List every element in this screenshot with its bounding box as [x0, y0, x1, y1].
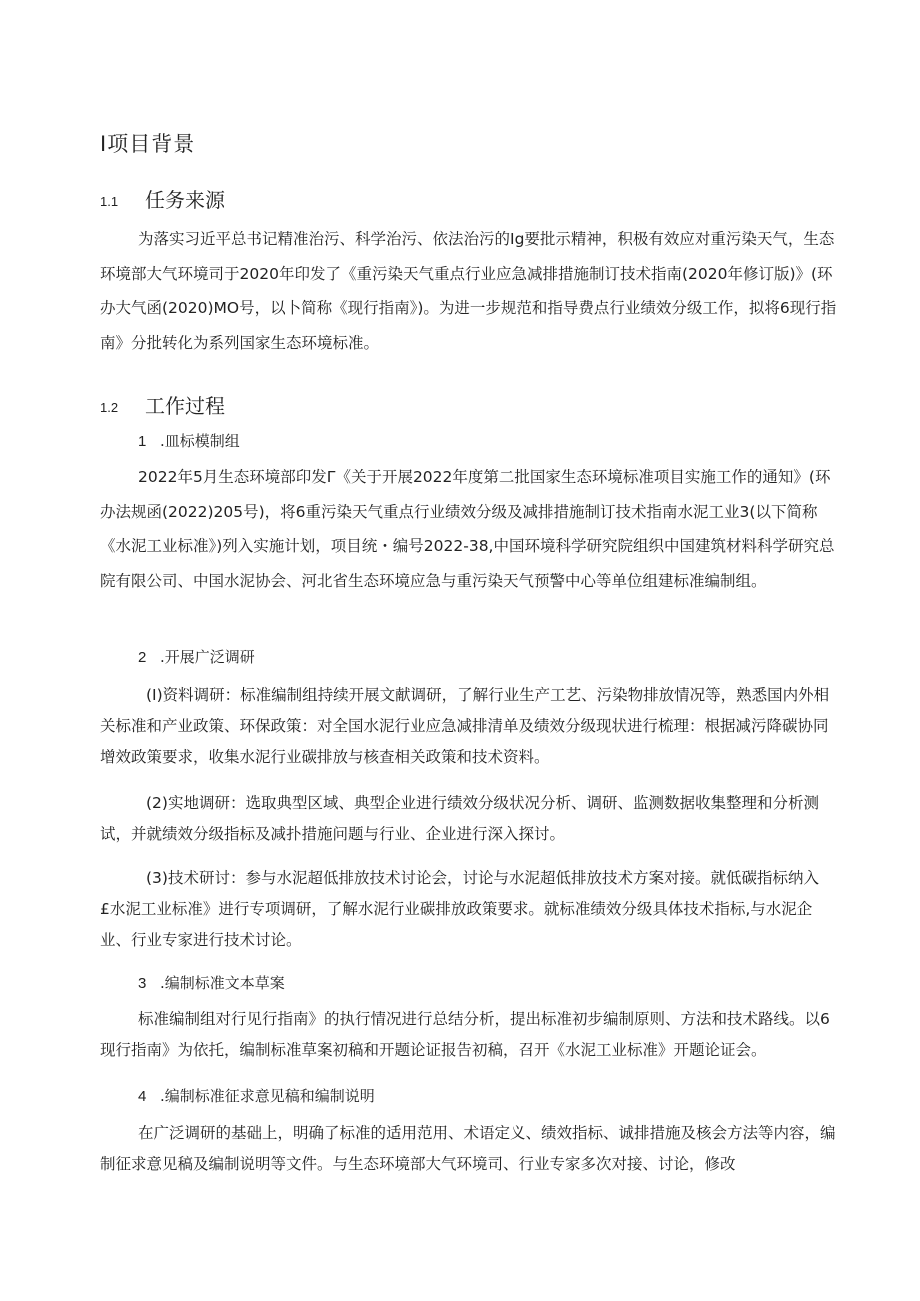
subsection-number: 1.1	[100, 194, 119, 209]
item-number: 1	[138, 433, 147, 450]
paragraph-item-3	[100, 1004, 840, 1066]
item-heading-3	[138, 972, 285, 993]
subsection-title: 工作过程	[145, 394, 225, 418]
subsection-heading-work-process	[100, 390, 225, 419]
paragraph-text: (2)实地调研：选取典型区域、典型企业进行绩效分级状况分析、调研、监测数据收集整理和分析测试，并就绩效分级指标及减扑措施问题与行业、企业进行深入探讨。	[100, 794, 819, 843]
subsection-title: 任务来源	[145, 188, 225, 212]
paragraph-text: 为落实习近平总书记精准治污、科学治污、依法治污的Ig要批示精神，积极有效应对重污染天气，生态环境部大气环境司于2020年印发了《重污染天气重点行业应急减排措施制订技术指南(2020年修订版)》(环办大气函(2020)MO号，以卜简称《现行指南》)。为进一步规范和指导费点行业绩效分级工作，拟将6现行指南》分批转化为系列国家生态环境标准。	[100, 230, 837, 352]
section-heading: I项目背景	[100, 132, 196, 156]
item-title: .开展广泛调研	[160, 648, 255, 666]
paragraph-research-3	[100, 863, 840, 956]
paragraph-text: 在广泛调研的基础上，明确了标准的适用范用、术语定义、绩效指标、诚排措施及核会方法等内容，编制征求意见稿及编制说明等文件。与生态环境部大气环境司、行业专家多次对接、讨论，修改	[100, 1124, 836, 1173]
item-title: .皿标模制组	[160, 432, 240, 450]
subsection-heading-task-source	[100, 184, 225, 213]
paragraph-text: (3)技术研讨：参与水泥超低排放技术讨论会，讨论与水泥超低排放技术方案对接。就低碳指标纳入£水泥工业标准》进行专项调研，了解水泥行业碳排放政策要求。就标准绩效分级具体技术指标,与水泥企业、行业专家进行技术讨论。	[100, 869, 819, 949]
paragraph-task-source	[100, 222, 840, 360]
paragraph-text: 2022年5月生态环境部印发Γ《关于开展2022年度第二批国家生态环境标准项目实施工作的通知》(环办法规函(2022)205号)，将6重污染天气重点行业绩效分级及减排措施制订技术指南水泥工业3(以下简称《水泥工业标准》)列入实施计划，项目统・编号2022-38,中国环境科学研究院组织中国建筑材料科学研究总院有限公司、中国水泥协会、河北省生态环境应急与重污染天气预警中心等单位组建标准编制组。	[100, 468, 835, 590]
item-title: .编制标准文本草案	[160, 974, 285, 992]
paragraph-research-1	[100, 680, 840, 773]
paragraph-text: 标准编制组对行见行指南》的执行情况进行总结分析，提出标准初步编制原则、方法和技术路线。以6现行指南》为依托，编制标准草案初稿和开题论证报告初稿，召开《水泥工业标准》开题论证会。	[100, 1010, 830, 1059]
item-title: .编制标准征求意见稿和编制说明	[160, 1087, 375, 1105]
paragraph-text: (I)资料调研：标准编制组持续开展文献调研，了解行业生产工艺、污染物排放情况等，熟悉国内外相关标准和产业政策、环保政策：对全国水泥行业应急减排清单及绩效分级现状进行梳理：根据减污降碳协同增效政策要求，收集水泥行业碳排放与核查相关政策和技术资料。	[100, 686, 830, 766]
subsection-number: 1.2	[100, 400, 119, 415]
paragraph-item-1	[100, 460, 840, 598]
item-heading-1	[138, 430, 240, 451]
paragraph-research-2	[100, 788, 840, 850]
item-number: 4	[138, 1088, 147, 1105]
item-number: 2	[138, 649, 147, 666]
item-heading-2	[138, 646, 255, 667]
item-number: 3	[138, 975, 147, 992]
item-heading-4	[138, 1085, 375, 1106]
paragraph-item-4	[100, 1118, 840, 1180]
